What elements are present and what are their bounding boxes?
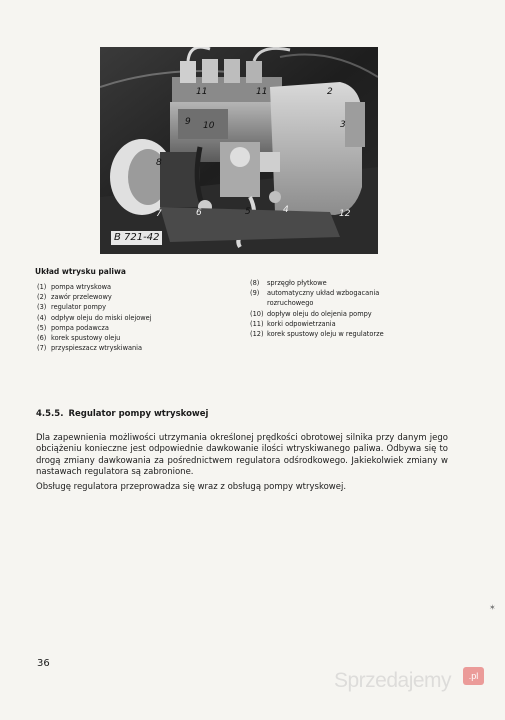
photo-label-11b: 11 — [256, 87, 268, 97]
fuel-injection-photo — [100, 47, 378, 254]
page-number: 36 — [37, 658, 50, 669]
legend-item-continuation: rozruchowego — [267, 299, 314, 308]
photo-label-4: 4 — [283, 205, 289, 215]
legend-item: (12) korek spustowy oleju w regulatorze — [250, 330, 384, 339]
section-number: 4.5.5. — [36, 409, 64, 419]
photo-label-10: 10 — [203, 121, 215, 131]
watermark-badge: .pl — [463, 667, 484, 685]
body-paragraph: Dla zapewnienia możliwości utrzymania określonej prędkości obrotowej silnika przy danym jego obciążeniu konieczne jest odpowiednie dawkowanie ilości wtryskiwanego paliwa. Odbywa się to drogą zmiany dawkowania za pośrednictwem regulatora odśrodkowego. Jakiekolwiek zmiany w nastawach regulatora są zabronione. — [36, 433, 448, 478]
legend-right — [250, 278, 384, 339]
legend-item: (1) pompa wtryskowa — [37, 283, 112, 291]
section-heading — [36, 409, 208, 419]
legend-item: (2) zawór przelewowy — [37, 293, 112, 302]
legend-item: (7) przyspieszacz wtryskiwania — [37, 344, 143, 353]
legend-item: (8) sprzęgło płytkowe — [250, 279, 327, 287]
photo-label-7: 7 — [156, 209, 162, 219]
photo-label-5: 5 — [245, 207, 251, 217]
photo-label-11a: 11 — [196, 87, 208, 97]
scan-mark: ✶ — [489, 603, 496, 612]
photo-label-12: 12 — [339, 209, 351, 219]
legend-left — [37, 282, 152, 353]
photo-label-2: 2 — [327, 87, 333, 97]
legend-item: (6) korek spustowy oleju — [37, 334, 121, 343]
watermark-text: Sprzedajemy — [334, 669, 452, 692]
photo-label-3: 3 — [340, 120, 346, 130]
legend-item: (3) regulator pompy — [37, 303, 107, 312]
legend-item: (10) dopływ oleju do olejenia pompy — [250, 309, 372, 318]
photo-label-6: 6 — [196, 208, 202, 218]
caption-title: Układ wtrysku paliwa — [35, 267, 126, 276]
legend-item: (9) automatyczny układ wzbogacania — [250, 289, 380, 298]
legend-item: (4) odpływ oleju do miski olejowej — [37, 313, 152, 322]
legend-item: (11) korki odpowietrzania — [250, 319, 336, 328]
section-title: Regulator pompy wtryskowej — [68, 409, 209, 419]
photo-label-9: 9 — [185, 117, 191, 127]
photo-label-8: 8 — [156, 158, 162, 168]
photo-code: B 721-42 — [111, 231, 162, 245]
photo-illustration — [100, 47, 378, 254]
legend-item: (5) pompa podawcza — [37, 323, 109, 332]
body-paragraph: Obsługę regulatora przeprowadza się wraz z obsługą pompy wtryskowej. — [36, 482, 347, 492]
